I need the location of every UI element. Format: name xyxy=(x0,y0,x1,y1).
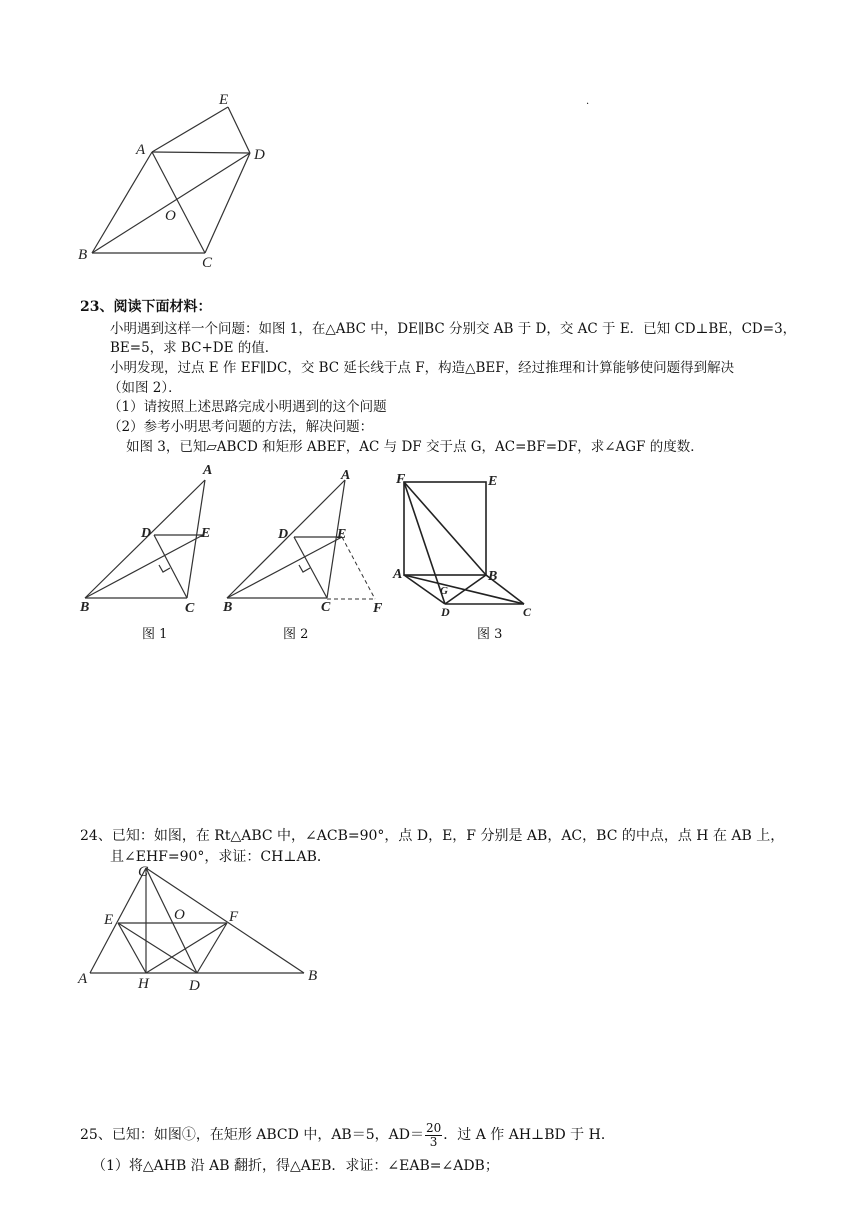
figure-q24 xyxy=(72,860,332,995)
q24-label-C: C xyxy=(138,864,149,880)
fig1-label-A: A xyxy=(203,463,213,478)
q23-para1-line1: 小明遇到这样一个问题：如图 1，在△ABC 中，DE∥BC 分别交 AB 于 D，交 AC 于 E．已知 CD⊥BE，CD=3， xyxy=(110,321,797,337)
fig1-label-D: D xyxy=(141,526,152,541)
label-A: A xyxy=(136,142,146,158)
label-B: B xyxy=(78,247,88,263)
figure-2 xyxy=(215,462,395,622)
q25-intro: 已知：如图①，在矩形 ABCD 中，AB＝5，AD＝ xyxy=(111,1127,424,1143)
fig3-label-C: C xyxy=(523,605,532,619)
fig2-label-A: A xyxy=(341,468,351,483)
q25-frac-numerator: 20 xyxy=(425,1120,442,1135)
q24-label-H: H xyxy=(138,976,149,992)
fig3-label-E: E xyxy=(488,474,498,489)
fig2-label-E: E xyxy=(337,527,347,542)
fig1-label-B: B xyxy=(80,600,90,615)
q24-label-F: F xyxy=(229,909,239,925)
fig2-label-F: F xyxy=(373,601,383,616)
q24-label-A: A xyxy=(78,971,88,987)
fig3-label-F: F xyxy=(396,472,406,487)
fig1-label-E: E xyxy=(201,526,211,541)
label-E: E xyxy=(219,92,229,108)
fig3-label-D: D xyxy=(441,605,450,619)
stray-dot: . xyxy=(586,96,590,107)
q23-question-2-detail: 如图 3，已知▱ABCD 和矩形 ABEF，AC 与 DF 交于点 G，AC=BF=DF，求∠AGF 的度数． xyxy=(126,439,704,455)
q25-intro-tail: ．过 A 作 AH⊥BD 于 H． xyxy=(443,1127,615,1143)
q23-para1-line2: BE=5，求 BC+DE 的值． xyxy=(110,340,279,356)
q24-label-E: E xyxy=(104,912,114,928)
q25-frac-denominator: 3 xyxy=(429,1134,438,1149)
fig3-label-G: G xyxy=(440,585,448,597)
figure-3-caption: 图 3 xyxy=(477,627,503,642)
fig2-label-D: D xyxy=(278,527,289,542)
fig3-label-A: A xyxy=(393,567,403,582)
q23-number: 23、 xyxy=(80,299,114,315)
q24-label-D: D xyxy=(189,978,200,994)
fig1-label-C: C xyxy=(185,601,195,616)
q25-fraction xyxy=(425,1122,442,1149)
label-C: C xyxy=(202,255,213,270)
q25-line1 xyxy=(80,1118,615,1152)
q23-para2-line2: （如图 2）． xyxy=(108,380,182,396)
q25-number: 25、 xyxy=(80,1127,112,1143)
q24-number: 24、 xyxy=(80,828,112,844)
q24-line1-text: 已知：如图，在 Rt△ABC 中，∠ACB=90°，点 D，E，F 分别是 AB，AC，BC 的中点，点 H 在 AB 上， xyxy=(111,828,785,844)
fig2-label-B: B xyxy=(223,600,233,615)
q25-part1: （1）将△AHB 沿 AB 翻折，得△AEB．求证：∠EAB=∠ADB； xyxy=(92,1158,499,1174)
q24-line2: 且∠EHF=90°，求证：CH⊥AB． xyxy=(110,849,331,865)
figure-3 xyxy=(388,470,548,622)
label-O: O xyxy=(165,208,176,224)
q23-question-2: （2）参考小明思考问题的方法，解决问题： xyxy=(108,419,374,435)
label-D: D xyxy=(254,147,265,163)
q23-heading xyxy=(80,298,211,317)
q23-question-1: （1）请按照上述思路完成小明遇到的这个问题 xyxy=(108,399,387,415)
figure-2-caption: 图 2 xyxy=(283,627,309,642)
q24-line1 xyxy=(80,827,784,846)
figure-1-caption: 图 1 xyxy=(142,627,168,642)
q23-para2-line1: 小明发现，过点 E 作 EF∥DC，交 BC 延长线于点 F，构造△BEF，经过推理和计算能够使问题得到解决 xyxy=(110,360,735,376)
fig2-label-C: C xyxy=(321,600,331,615)
q24-label-O: O xyxy=(174,907,185,923)
fig3-label-B: B xyxy=(488,569,498,584)
q23-title: 阅读下面材料： xyxy=(113,299,212,315)
figure-1 xyxy=(75,462,225,622)
q24-label-B: B xyxy=(308,968,318,984)
top-figure xyxy=(70,85,270,270)
